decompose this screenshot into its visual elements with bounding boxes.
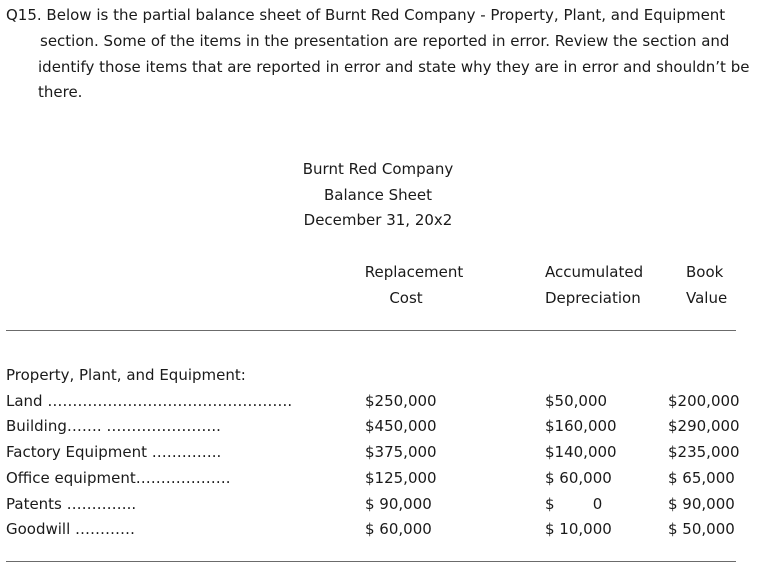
question-line-3: identify those items that are reported in error and state why they are in error and shouldn’t be [38,58,750,76]
statement-title: Balance Sheet [324,186,432,204]
row-book: $ 90,000 [668,495,735,513]
row-label-land: Land …………………………………………. [6,392,293,410]
row-cost: $250,000 [365,392,437,410]
col-book-header-2: Value [686,289,728,307]
row-label-building: Building……. ………………….. [6,417,221,435]
col-accum-header-1: Accumulated [545,263,644,281]
col-accum-header-2: Depreciation [545,289,641,307]
row-cost: $450,000 [365,417,437,435]
row-label-office-equipment: Office equipment………………. [6,469,231,487]
row-cost: $375,000 [365,443,437,461]
row-book: $ 50,000 [668,520,735,538]
row-cost: $125,000 [365,469,437,487]
row-label-goodwill: Goodwill ………… [6,520,136,538]
row-label-factory-equipment: Factory Equipment ………….. [6,443,222,461]
company-name: Burnt Red Company [302,160,454,178]
row-accum: $ 10,000 [545,520,612,538]
row-label-patents: Patents ………….. [6,495,137,513]
row-accum: $50,000 [545,392,608,410]
col-cost-header-2: Cost [389,289,423,307]
row-book: $ 65,000 [668,469,735,487]
row-cost: $ 60,000 [365,520,432,538]
row-book: $235,000 [668,443,740,461]
row-accum: $160,000 [545,417,617,435]
row-book: $200,000 [668,392,740,410]
col-cost-header-1: Replacement [364,263,464,281]
question-line-1: Q15. Below is the partial balance sheet of Burnt Red Company - Property, Plant, and Equipment [6,6,726,24]
statement-date: December 31, 20x2 [303,211,453,229]
footer-rule [6,561,736,562]
section-heading: Property, Plant, and Equipment: [6,366,246,384]
row-book: $290,000 [668,417,740,435]
question-line-2: section. Some of the items in the presentation are reported in error. Review the section and [40,32,730,50]
row-accum: $ 0 [545,495,603,513]
row-cost: $ 90,000 [365,495,432,513]
row-accum: $ 60,000 [545,469,612,487]
question-line-4: there. [38,83,83,101]
header-rule [6,330,736,331]
col-book-header-1: Book [686,263,724,281]
row-accum: $140,000 [545,443,617,461]
